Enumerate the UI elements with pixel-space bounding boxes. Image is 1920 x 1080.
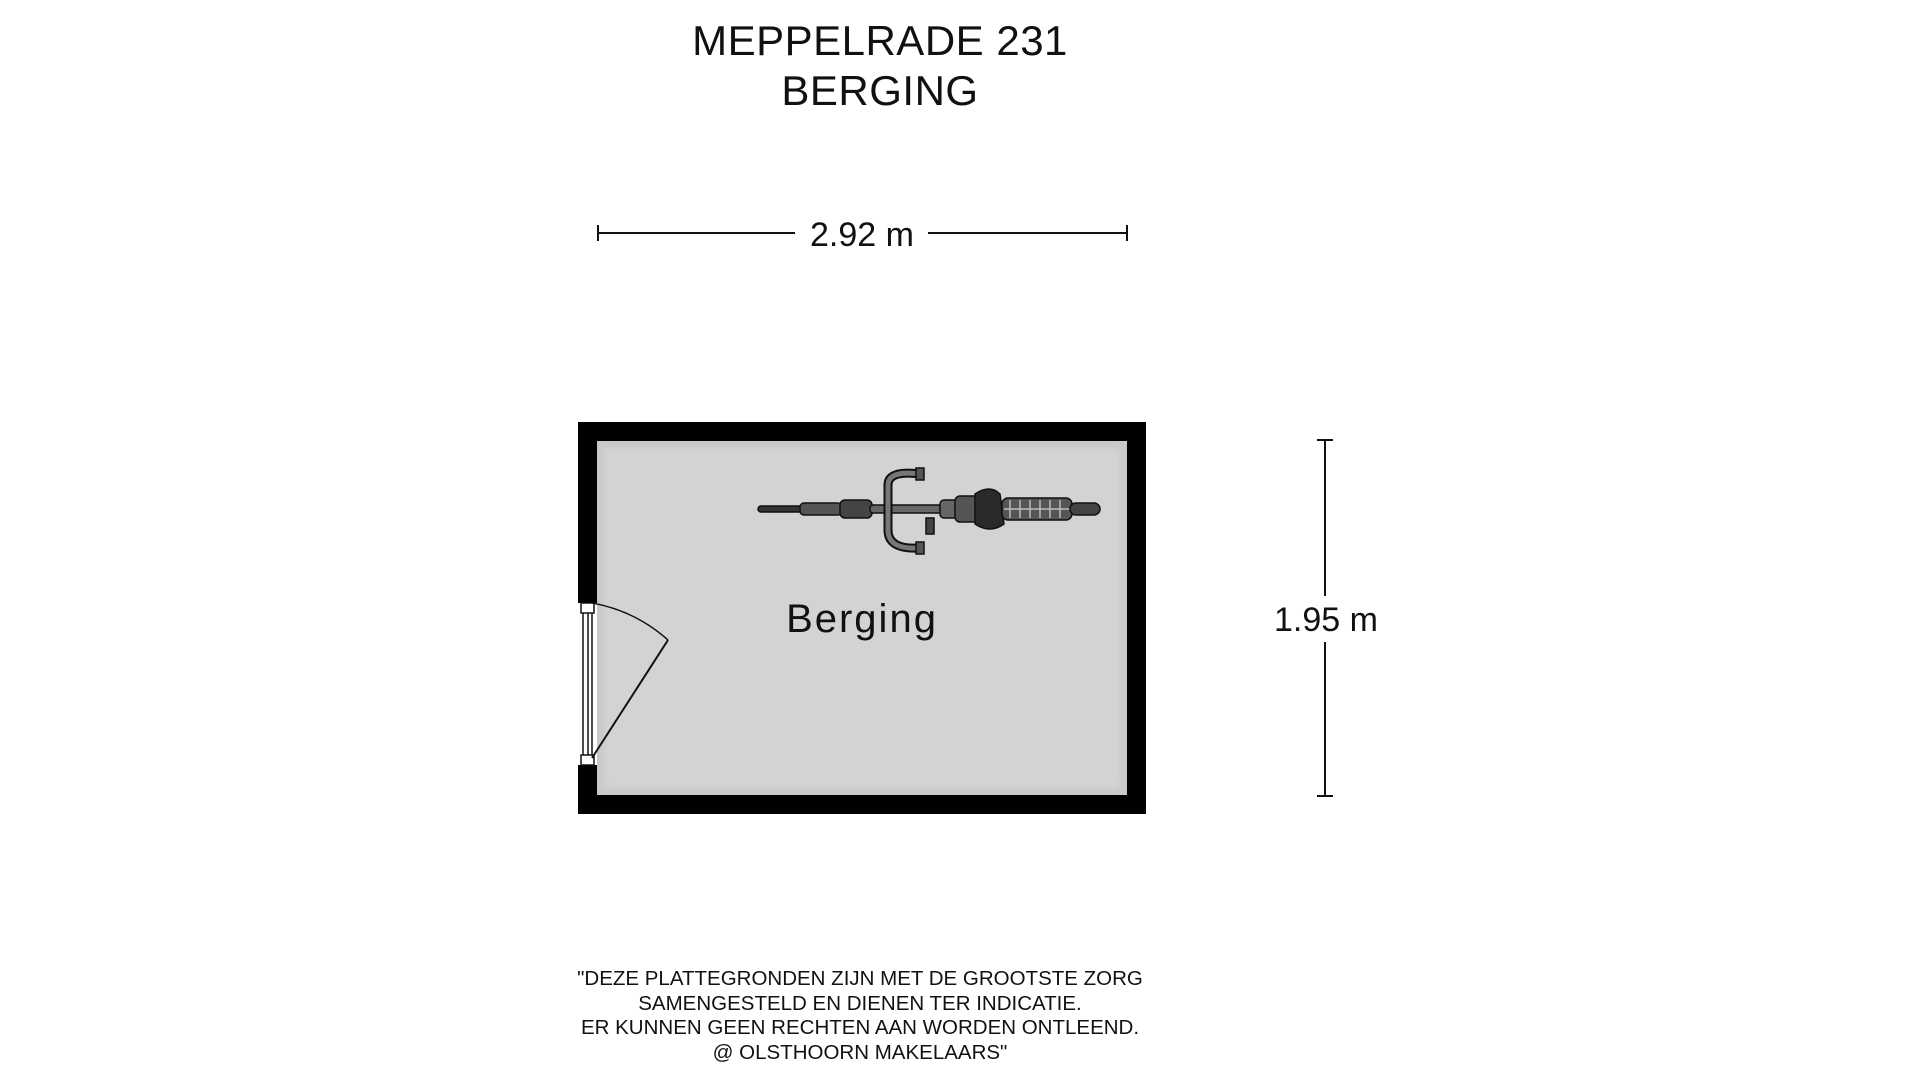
address-title: MEPPELRADE 231 [692, 17, 1068, 64]
disclaimer-line: ER KUNNEN GEEN RECHTEN AAN WORDEN ONTLEEND. [580, 1016, 1140, 1039]
height-label: 1.95 m [1274, 601, 1378, 639]
disclaimer [460, 967, 1260, 1065]
width-dimension [598, 216, 1127, 254]
disclaimer-line: "DEZE PLATTEGRONDEN ZIJN MET DE GROOTSTE ZORG [577, 967, 1143, 990]
room-berging [578, 422, 1146, 814]
height-dimension [1274, 440, 1378, 796]
disclaimer-line: SAMENGESTELD EN DIENEN TER INDICATIE. [638, 991, 1082, 1015]
width-label: 2.92 m [810, 216, 914, 254]
plan-subtitle: BERGING [781, 67, 979, 114]
disclaimer-line: @ OLSTHOORN MAKELAARS" [712, 1040, 1008, 1064]
room-label: Berging [786, 597, 938, 641]
